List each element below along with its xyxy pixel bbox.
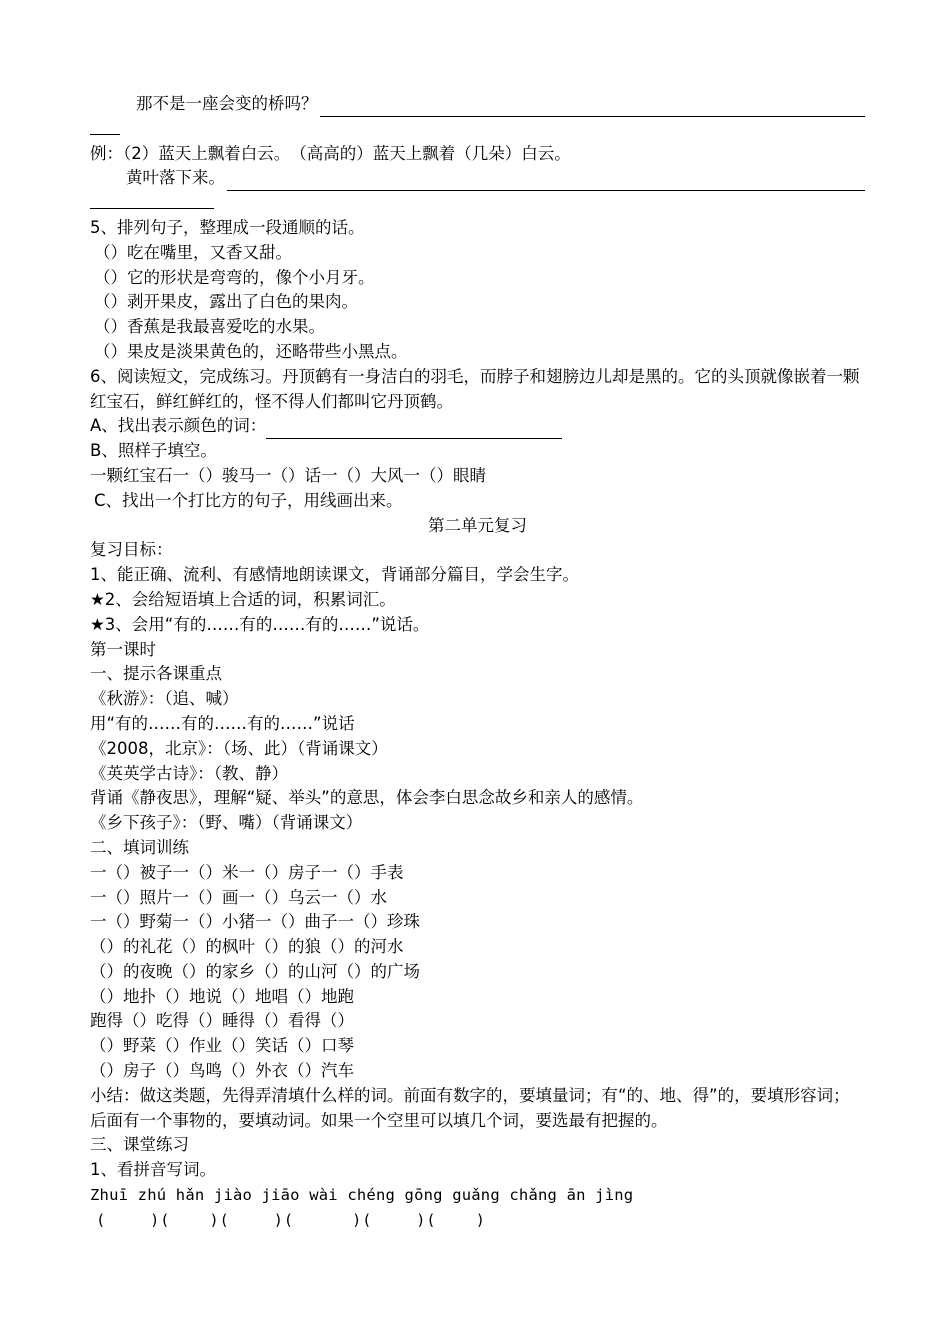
fill-blank-row: （）野菜（）作业（）笑话（）口琴 xyxy=(90,1036,354,1056)
fill-blank-row: （）的礼花（）的枫叶（）的狼（）的河水 xyxy=(90,937,404,957)
lesson-key-point: 《2008，北京》：（场、此）（背诵课文） xyxy=(90,738,388,758)
document-page xyxy=(90,92,865,1233)
example-line: 例：（2）蓝天上飘着白云。 （高高的）蓝天上飘着（几朵）白云。 xyxy=(90,143,571,163)
review-goals-heading: 复习目标： xyxy=(90,540,173,560)
question-heading: 5、排列句子，整理成一段通顺的话。 xyxy=(90,217,365,237)
lesson-key-point: 用“有的……有的……有的……”说话 xyxy=(90,713,355,733)
fill-blank-row: （）地扑（）地说（）地唱（）地跑 xyxy=(90,986,354,1006)
review-goal: ★3、会用“有的……有的……有的……”说话。 xyxy=(90,614,430,634)
fill-blank-row: 一颗红宝石一（）骏马一（）话一（）大风一（）眼睛 xyxy=(90,465,486,485)
sub-question-a xyxy=(90,414,865,439)
sub-question-a-text: A、找出表示颜色的词： xyxy=(90,416,267,436)
answer-blank-stub xyxy=(90,117,120,135)
pinyin-row: Zhuī zhú hǎn jiào jiāo wài chéng gōng guǎng chǎng ān jìng xyxy=(90,1186,634,1205)
answer-blank-stub xyxy=(90,191,214,209)
part-heading: 一、提示各课重点 xyxy=(90,664,222,684)
rewrite-question-text: 那不是一座会变的桥吗？ xyxy=(136,94,318,113)
fill-blank-row: 跑得（）吃得（）睡得（）看得（） xyxy=(90,1011,354,1031)
lesson-key-point: 背诵《静夜思》，理解“疑、举头”的意思，体会李白思念故乡和亲人的感情。 xyxy=(90,788,644,808)
fill-blank-row: （）房子（）鸟鸣（）外衣（）汽车 xyxy=(90,1061,354,1081)
sentence-item: （）吃在嘴里，又香又甜。 xyxy=(94,242,292,262)
sentence-item: （）它的形状是弯弯的，像个小月牙。 xyxy=(94,267,375,287)
fill-blank-row: （）的夜晚（）的家乡（）的山河（）的广场 xyxy=(90,961,420,981)
answer-blank-line xyxy=(320,99,866,117)
answer-blank-overflow xyxy=(90,191,865,216)
review-goal: 1、能正确、流利、有感情地朗读课文，背诵部分篇目，学会生字。 xyxy=(90,565,579,585)
part-heading: 三、课堂练习 xyxy=(90,1135,189,1155)
fill-blank-row: 一（）被子一（）米一（）房子一（）手表 xyxy=(90,862,404,882)
section-title: 第二单元复习 xyxy=(428,515,527,535)
lesson-key-point: 《秋游》：（追、喊） xyxy=(90,689,239,709)
sentence-item: （）果皮是淡果黄色的，还略带些小黑点。 xyxy=(94,341,408,361)
answer-blank-line xyxy=(266,421,562,439)
fill-blank-row: 一（）野菊一（）小猪一（）曲子一（）珍珠 xyxy=(90,912,420,932)
rewrite-exercise-line xyxy=(90,166,865,191)
fill-blank-row: 一（）照片一（）画一（）乌云一（）水 xyxy=(90,887,387,907)
answer-blank-overflow xyxy=(90,117,865,142)
answer-blank-line xyxy=(227,173,865,191)
exercise-heading: 1、看拼音写词。 xyxy=(90,1160,216,1180)
rewrite-question-line xyxy=(90,92,865,117)
rewrite-exercise-text: 黄叶落下来。 xyxy=(126,168,225,188)
sentence-item: （）香蕉是我最喜爱吃的水果。 xyxy=(94,317,325,337)
sub-question-b: B、照样子填空。 xyxy=(90,441,217,461)
lesson-heading: 第一课时 xyxy=(90,639,156,659)
reading-passage: 6、阅读短文，完成练习。丹顶鹤有一身洁白的羽毛，而脖子和翅膀边儿却是黑的。它的头顶就像嵌着一颗红宝石，鲜红鲜红的，怪不得人们都叫它丹顶鹤。 xyxy=(90,366,860,411)
lesson-key-point: 《英英学古诗》：（教、静） xyxy=(90,763,288,783)
answer-brackets-row: ( ) ( ) ( ) ( ) ( ) ( ) xyxy=(98,1210,483,1229)
lesson-key-point: 《乡下孩子》：（野、嘴）（背诵课文） xyxy=(90,813,363,833)
part-heading: 二、填词训练 xyxy=(90,837,189,857)
review-goal: ★2、会给短语填上合适的词，积累词汇。 xyxy=(90,589,396,609)
sentence-item: （）剥开果皮，露出了白色的果肉。 xyxy=(94,292,358,312)
summary-note: 小结：做这类题，先得弄清填什么样的词。前面有数字的，要填量词；有“的、地、得”的，要填形容词；后面有一个事物的，要填动词。如果一个空里可以填几个词，要选最有把握的。 xyxy=(90,1085,850,1130)
sub-question-c: C、找出一个打比方的句子，用线画出来。 xyxy=(94,490,403,510)
